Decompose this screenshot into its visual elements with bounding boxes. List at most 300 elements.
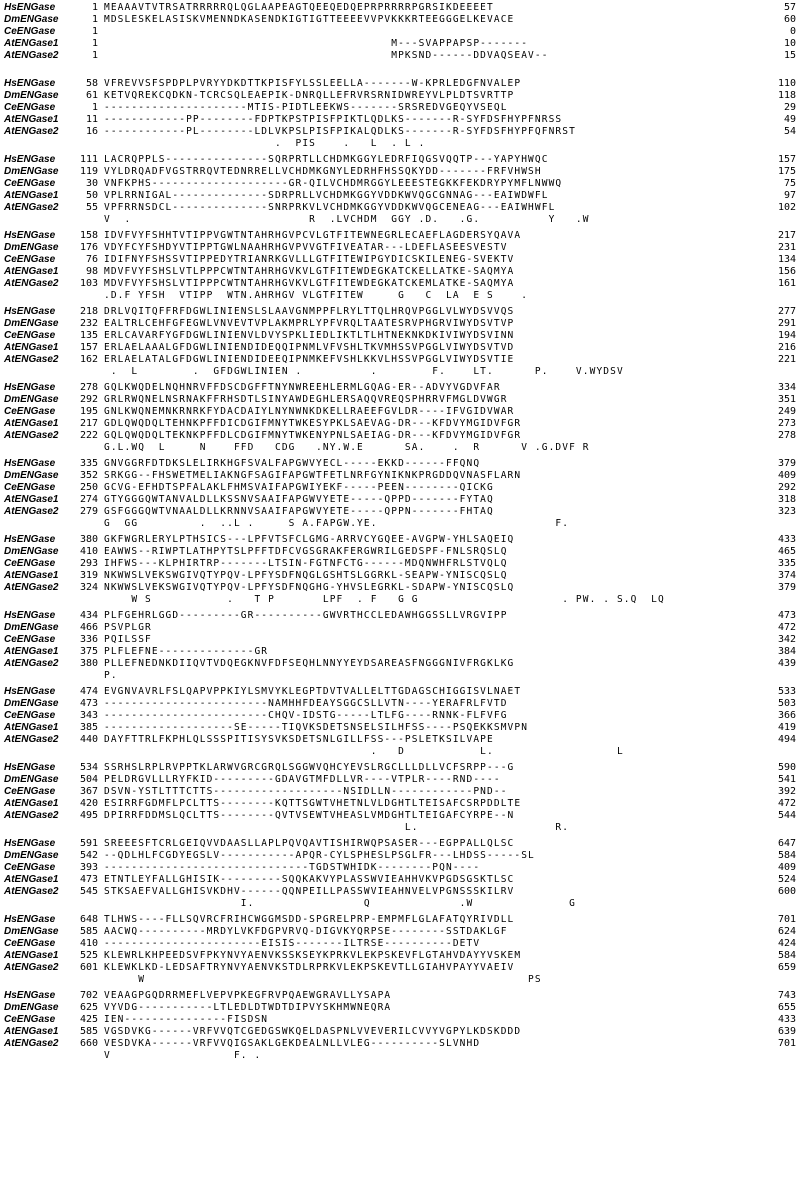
sequence-alignment	[4, 2, 796, 1066]
species-name: DmENGase	[4, 1002, 59, 1013]
end-position: 409	[777, 470, 796, 481]
start-position: 1	[91, 102, 98, 113]
start-position: 278	[79, 382, 98, 393]
end-position: 318	[777, 494, 796, 505]
sequence-text: ERLAELAAALGFDGWLINIENDIDEQQIPNMLVFVSHLTKVMHSSVPGGLVIWYDSVTVD	[104, 342, 515, 353]
sequence-text: ------------------------CHQV-IDSTG-----LTLFG----RNNK-FLFVFG	[104, 710, 508, 721]
consensus-text: W PS	[104, 974, 542, 985]
alignment-block	[4, 534, 796, 605]
species-name: CeENGase	[4, 1014, 56, 1025]
alignment-block	[4, 914, 796, 985]
end-position: 175	[777, 166, 796, 177]
consensus-text: G.L.WQ L N FFD CDG .NY.W.E SA. . R V .G.DVF R	[104, 442, 590, 453]
alignment-row	[4, 950, 796, 962]
alignment-row	[4, 762, 796, 774]
species-name: DmENGase	[4, 850, 59, 861]
alignment-row	[4, 78, 796, 90]
start-position: 103	[79, 278, 98, 289]
start-position: 474	[79, 686, 98, 697]
alignment-row	[4, 2, 796, 14]
alignment-row	[4, 1026, 796, 1038]
end-position: 655	[777, 1002, 796, 1013]
end-position: 424	[777, 938, 796, 949]
alignment-row	[4, 534, 796, 546]
species-name: AtENGase2	[4, 50, 59, 61]
alignment-row	[4, 242, 796, 254]
species-name: AtENGase1	[4, 342, 59, 353]
sequence-text: PQILSSF	[104, 634, 152, 645]
end-position: 524	[777, 874, 796, 885]
species-name: AtENGase1	[4, 114, 59, 125]
species-name: DmENGase	[4, 622, 59, 633]
alignment-row	[4, 90, 796, 102]
alignment-row	[4, 786, 796, 798]
alignment-row	[4, 266, 796, 278]
sequence-text: ------------PP--------FDPTKPSTPISFPIKTLQDLKS-------R-SYFDSFHYPFNRSS	[104, 114, 563, 125]
start-position: 504	[79, 774, 98, 785]
alignment-row	[4, 430, 796, 442]
start-position: 473	[79, 874, 98, 885]
end-position: 379	[777, 458, 796, 469]
start-position: 217	[79, 418, 98, 429]
start-position: 648	[79, 914, 98, 925]
start-position: 195	[79, 406, 98, 417]
start-position: 660	[79, 1038, 98, 1049]
end-position: 419	[777, 722, 796, 733]
sequence-text: EAWWS--RIWPTLATHPYTSLPFFTDFCVGSGRAKFERGWRILGEDSPF-FNLSRQSLQ	[104, 546, 508, 557]
sequence-text: DAYFTTRLFKPHLQLSSSPITISYSVKSDETSNLGILLFSS---PSLETKSILVAPE	[104, 734, 494, 745]
start-position: 157	[79, 342, 98, 353]
consensus-text: L. R.	[104, 822, 570, 833]
alignment-block	[4, 686, 796, 757]
sequence-text: LACRQPPLS---------------SQRPRTLLCHDMKGGYLEDRFIQGSVQQTP---YAPYHWQC	[104, 154, 549, 165]
species-name: DmENGase	[4, 394, 59, 405]
alignment-row	[4, 686, 796, 698]
sequence-text: SREEESFTCRLGEIQVVDAASLLAPLPQVQAVTISHIRWQPSASER---EGPPALLQLSC	[104, 838, 515, 849]
sequence-text: MEAAAVTVTRSATRRRRRQLQGLAAPEAGTQEEQEDQEPRPRRRRPGRSIKDEEEET	[104, 2, 494, 13]
sequence-text: IHFWS---KLPHIRTRP-------LTSIN-FGTNFCTG------MDQNWHFRLSTVQLQ	[104, 558, 508, 569]
start-position: 319	[79, 570, 98, 581]
sequence-text: ETNTLEYFALLGHISIK---------SQQKAKVYPLASSWVIEAHHVKVPGDSGSKTLSC	[104, 874, 515, 885]
alignment-row	[4, 646, 796, 658]
alignment-row	[4, 102, 796, 114]
alignment-row	[4, 1002, 796, 1014]
sequence-text: AACWQ----------MRDYLVKFDGPVRVQ-DIGVKYQRPSE--------SSTDAKLGF	[104, 926, 508, 937]
species-name: DmENGase	[4, 546, 59, 557]
end-position: 54	[783, 126, 796, 137]
end-position: 647	[777, 838, 796, 849]
start-position: 375	[79, 646, 98, 657]
species-name: HsENGase	[4, 838, 56, 849]
alignment-row	[4, 394, 796, 406]
start-position: 158	[79, 230, 98, 241]
sequence-text: VYLDRQADFVGSTRRQVTEDNRRELLVCHDMKGNYLEDRHFHSSQKYDD-------FRFVHWSH	[104, 166, 542, 177]
sequence-text: VNFKPHS--------------------GR-QILVCHDMRGGYLEEESTEGKKFEKDRYPYMFLNWWQ	[104, 178, 563, 189]
sequence-text: VYVDG-----------LTLEDLDTWDTDIPVYSKHMWNEQRA	[104, 1002, 392, 1013]
species-name: DmENGase	[4, 470, 59, 481]
alignment-row	[4, 418, 796, 430]
species-name: AtENGase1	[4, 494, 59, 505]
alignment-block	[4, 458, 796, 529]
end-position: 118	[777, 90, 796, 101]
end-position: 384	[777, 646, 796, 657]
start-position: 274	[79, 494, 98, 505]
alignment-row	[4, 962, 796, 974]
species-name: AtENGase2	[4, 1038, 59, 1049]
sequence-text: VEAAGPGQDRRMEFLVEPVPKEGFRVPQAEWGRAVLLYSAPA	[104, 990, 392, 1001]
alignment-row	[4, 1014, 796, 1026]
alignment-row	[4, 810, 796, 822]
alignment-row	[4, 610, 796, 622]
species-name: HsENGase	[4, 306, 56, 317]
start-position: 279	[79, 506, 98, 517]
end-position: 624	[777, 926, 796, 937]
end-position: 277	[777, 306, 796, 317]
species-name: AtENGase2	[4, 810, 59, 821]
start-position: 119	[79, 166, 98, 177]
sequence-text: PSVPLGR	[104, 622, 152, 633]
species-name: DmENGase	[4, 242, 59, 253]
sequence-text: PELDRGVLLLRYFKID---------GDAVGTMFDLLVR----VTPLR----RND----	[104, 774, 501, 785]
start-position: 425	[79, 1014, 98, 1025]
sequence-text: GNLKWQNEMNKRNRKFYDACDAIYLNYNWNKDKELLRAEEFGVLDR----IFVGIDVWAR	[104, 406, 515, 417]
start-position: 410	[79, 546, 98, 557]
sequence-text: PLFLEFNE--------------GR	[104, 646, 269, 657]
species-name: AtENGase1	[4, 38, 59, 49]
sequence-text: MDVFVYFSHSLVTLPPPCWTNTAHRHGVKVLGTFITEWDEGKATCKELLATKE-SAQMYA	[104, 266, 515, 277]
species-name: CeENGase	[4, 938, 56, 949]
species-name: AtENGase2	[4, 506, 59, 517]
start-position: 525	[79, 950, 98, 961]
end-position: 584	[777, 950, 796, 961]
start-position: 58	[85, 78, 98, 89]
start-position: 1	[91, 50, 98, 61]
sequence-text: ------------------------------TGDSTWHIDK--------PQN----	[104, 862, 481, 873]
end-position: 291	[777, 318, 796, 329]
sequence-text: ERLAELATALGFDGWLINIENDIDEEQIPNMKEFVSHLKKVLHSSVPGGLVIWYDSVTIE	[104, 354, 515, 365]
sequence-text: VDYFCYFSHDYVTIPPTGWLNAAHRHGVPVVGTFIVEATAR---LDEFLASEESVESTV	[104, 242, 508, 253]
alignment-row	[4, 494, 796, 506]
alignment-block	[4, 154, 796, 225]
end-position: 541	[777, 774, 796, 785]
species-name: CeENGase	[4, 26, 56, 37]
start-position: 76	[85, 254, 98, 265]
species-name: CeENGase	[4, 634, 56, 645]
species-name: AtENGase2	[4, 886, 59, 897]
species-name: HsENGase	[4, 762, 56, 773]
species-name: AtENGase1	[4, 646, 59, 657]
sequence-text: KLEWKLKD-LEDSAFTRYNVYAENVKSTDLRPRKVLEKPSKEVTLLGIAHVPAYYVAEIV	[104, 962, 515, 973]
species-name: HsENGase	[4, 534, 56, 545]
end-position: 335	[777, 558, 796, 569]
species-name: CeENGase	[4, 482, 56, 493]
start-position: 352	[79, 470, 98, 481]
start-position: 473	[79, 698, 98, 709]
start-position: 232	[79, 318, 98, 329]
species-name: CeENGase	[4, 178, 56, 189]
start-position: 434	[79, 610, 98, 621]
species-name: HsENGase	[4, 154, 56, 165]
alignment-row	[4, 254, 796, 266]
sequence-text: SSRHSLRPLRVPPTKLARWVGRCGRQLSGGWVQHCYEVSLRGCLLLDLLVCFSRPP---G	[104, 762, 515, 773]
alignment-block	[4, 838, 796, 909]
start-position: 410	[79, 938, 98, 949]
alignment-row	[4, 306, 796, 318]
alignment-row	[4, 722, 796, 734]
sequence-text: -----------------------EISIS-------ILTRSE----------DETV	[104, 938, 481, 949]
start-position: 585	[79, 926, 98, 937]
alignment-row	[4, 570, 796, 582]
alignment-row	[4, 482, 796, 494]
alignment-row	[4, 990, 796, 1002]
species-name: CeENGase	[4, 786, 56, 797]
sequence-text: PLLEFNEDNKDIIQVTVDQEGKNVFDFSEQHLNNYYEYDSAREASFNGGGNIVFRGKLKG	[104, 658, 515, 669]
alignment-row	[4, 862, 796, 874]
species-name: AtENGase1	[4, 266, 59, 277]
end-position: 433	[777, 534, 796, 545]
consensus-text: V . R .LVCHDM GGY .D. .G. Y .W	[104, 214, 590, 225]
alignment-row	[4, 546, 796, 558]
end-position: 584	[777, 850, 796, 861]
alignment-row	[4, 318, 796, 330]
end-position: 156	[777, 266, 796, 277]
start-position: 591	[79, 838, 98, 849]
end-position: 472	[777, 622, 796, 633]
end-position: 590	[777, 762, 796, 773]
alignment-row	[4, 26, 796, 38]
sequence-text: VESDVKA------VRFVVQIGSAKLGEKDEALNLLVLEG----------SLVNHD	[104, 1038, 481, 1049]
sequence-text: EALTRLCEHFGFEGWLVNVEVTVPLAKMPRLYPFVRQLTAATESRVPHGRVIWYDSVTVP	[104, 318, 515, 329]
start-position: 545	[79, 886, 98, 897]
alignment-row	[4, 230, 796, 242]
start-position: 1	[91, 14, 98, 25]
start-position: 343	[79, 710, 98, 721]
alignment-block	[4, 306, 796, 377]
species-name: CeENGase	[4, 102, 56, 113]
end-position: 102	[777, 202, 796, 213]
species-name: AtENGase2	[4, 582, 59, 593]
species-name: HsENGase	[4, 914, 56, 925]
sequence-text: GQLKWQDELNQHNRVFFDSCDGFFTNYNWREEHLERMLGQAG-ER--ADVYVGDVFAR	[104, 382, 501, 393]
alignment-block	[4, 762, 796, 833]
start-position: 367	[79, 786, 98, 797]
start-position: 702	[79, 990, 98, 1001]
sequence-text: GSFGGGQWTVNAALDLLKRNNVSAAIFAPGWVYETE-----QPPN-------FHTAQ	[104, 506, 494, 517]
sequence-text: EVGNVAVRLFSLQAPVPPKIYLSMVYKLEGPTDVTVALLELTTGDAGSCHIGGISVLNAET	[104, 686, 522, 697]
species-name: AtENGase1	[4, 570, 59, 581]
alignment-row	[4, 774, 796, 786]
alignment-row	[4, 342, 796, 354]
start-position: 250	[79, 482, 98, 493]
start-position: 292	[79, 394, 98, 405]
end-position: 0	[789, 26, 796, 37]
end-position: 659	[777, 962, 796, 973]
alignment-row	[4, 166, 796, 178]
consensus-text: W S . T P LPF . F G G . PW. . S.Q LQ	[104, 594, 665, 605]
alignment-row	[4, 634, 796, 646]
end-position: 743	[777, 990, 796, 1001]
species-name: AtENGase2	[4, 126, 59, 137]
alignment-row	[4, 190, 796, 202]
consensus-text: . PIS . L . L .	[104, 138, 426, 149]
end-position: 273	[777, 418, 796, 429]
start-position: 61	[85, 90, 98, 101]
species-name: AtENGase2	[4, 202, 59, 213]
end-position: 374	[777, 570, 796, 581]
species-name: CeENGase	[4, 558, 56, 569]
alignment-row	[4, 458, 796, 470]
consensus-text: .D.F YFSH VTIPP WTN.AHRHGV VLGTFITEW G C LA E S .	[104, 290, 529, 301]
end-position: 465	[777, 546, 796, 557]
sequence-text: VFREVVSFSPDPLPVRYYDKDTTKPISFYLSSLEELLA-------W-KPRLEDGFNVALEP	[104, 78, 522, 89]
end-position: 10	[783, 38, 796, 49]
alignment-row	[4, 658, 796, 670]
species-name: HsENGase	[4, 230, 56, 241]
species-name: HsENGase	[4, 610, 56, 621]
alignment-row	[4, 278, 796, 290]
alignment-row	[4, 382, 796, 394]
alignment-row	[4, 114, 796, 126]
end-position: 217	[777, 230, 796, 241]
start-position: 111	[79, 154, 98, 165]
start-position: 380	[79, 658, 98, 669]
end-position: 544	[777, 810, 796, 821]
end-position: 639	[777, 1026, 796, 1037]
species-name: AtENGase1	[4, 798, 59, 809]
alignment-row	[4, 582, 796, 594]
species-name: DmENGase	[4, 774, 59, 785]
sequence-text: M---SVAPPAPSP-------	[104, 38, 529, 49]
end-position: 221	[777, 354, 796, 365]
consensus-text: . D L. L	[104, 746, 624, 757]
sequence-text: ---------------------MTIS-PIDTLEEKWS-------SRSREDVGEQYVSEQL	[104, 102, 508, 113]
start-position: 380	[79, 534, 98, 545]
alignment-row	[4, 354, 796, 366]
species-name: AtENGase1	[4, 190, 59, 201]
sequence-text: IDIFNYFSHSSVTIPPEDYTRIANRKGVLLLGTFITEWIPGYDICSKILENEG-SVEKTV	[104, 254, 515, 265]
species-name: AtENGase1	[4, 874, 59, 885]
sequence-text: VGSDVKG------VRFVVQTCGEDGSWKQELDASPNLVVEVERILCVVYVGPYLKDSKDDD	[104, 1026, 522, 1037]
species-name: AtENGase1	[4, 1026, 59, 1037]
sequence-text: KETVQREKCQDKN-TCRCSQLEAEPIK-DNRQLLEFRVRSRNIDWREYVLPLDTSVRTTP	[104, 90, 515, 101]
sequence-text: PLFGEHRLGGD---------GR----------GWVRTHCCLEDAWHGGSSLLVRGVIPP	[104, 610, 508, 621]
start-position: 601	[79, 962, 98, 973]
species-name: DmENGase	[4, 90, 59, 101]
start-position: 98	[85, 266, 98, 277]
end-position: 379	[777, 582, 796, 593]
start-position: 11	[85, 114, 98, 125]
end-position: 194	[777, 330, 796, 341]
start-position: 393	[79, 862, 98, 873]
start-position: 55	[85, 202, 98, 213]
sequence-text: MPKSND------DDVAQSEAV--	[104, 50, 549, 61]
species-name: CeENGase	[4, 862, 56, 873]
end-position: 110	[777, 78, 796, 89]
start-position: 135	[79, 330, 98, 341]
alignment-row	[4, 798, 796, 810]
start-position: 16	[85, 126, 98, 137]
alignment-row	[4, 330, 796, 342]
species-name: HsENGase	[4, 382, 56, 393]
sequence-text: GCVG-EFHDTSPFALAKLFHMSVAIFAPGWIYEKF-----PEEN--------QICKG	[104, 482, 494, 493]
alignment-row	[4, 14, 796, 26]
start-position: 542	[79, 850, 98, 861]
consensus-text: P.	[104, 670, 118, 681]
sequence-text: NKWWSLVEKSWGIVQTYPQV-LPFYSDFNQGLGSHTSLGGRKL-SEAPW-YNISCQSLQ	[104, 570, 508, 581]
end-position: 157	[777, 154, 796, 165]
alignment-row	[4, 698, 796, 710]
end-position: 292	[777, 482, 796, 493]
start-position: 440	[79, 734, 98, 745]
start-position: 1	[91, 2, 98, 13]
start-position: 222	[79, 430, 98, 441]
species-name: HsENGase	[4, 686, 56, 697]
end-position: 533	[777, 686, 796, 697]
end-position: 231	[777, 242, 796, 253]
alignment-row	[4, 506, 796, 518]
sequence-text: GRLRWQNELNSRNAKFFRHSDTLSINYAWDEGHLERSAQQVREQSPHRRVFMGLDVWGR	[104, 394, 508, 405]
sequence-text: ERLCAVARFYGFDGWLINIENVLDVYSPKLIEDLIKTLTLHTNEKNKDKIVIWYDSVINN	[104, 330, 515, 341]
end-position: 472	[777, 798, 796, 809]
species-name: AtENGase2	[4, 734, 59, 745]
end-position: 433	[777, 1014, 796, 1025]
species-name: AtENGase1	[4, 950, 59, 961]
sequence-text: TLHWS----FLLSQVRCFRIHCWGGMSDD-SPGRELPRP-EMPMFLGLAFATQYRIVDLL	[104, 914, 515, 925]
start-position: 336	[79, 634, 98, 645]
sequence-text: -------------------SE-----TIQVKSDETSNSELSILHFSS----PSQEKKSMVPN	[104, 722, 529, 733]
sequence-text: GQLQWQDQLTEKNKPFFDLCDGIFMNYTWKENYPNLSAEIAG-DR---KFDVYMGIDVFGR	[104, 430, 522, 441]
sequence-text: GNVGGRFDTDKSLELIRKHGFSVALFAPGWVYECL-----EKKD------FFQNQ	[104, 458, 481, 469]
start-position: 585	[79, 1026, 98, 1037]
start-position: 162	[79, 354, 98, 365]
alignment-row	[4, 914, 796, 926]
alignment-block	[4, 382, 796, 453]
alignment-row	[4, 838, 796, 850]
species-name: CeENGase	[4, 710, 56, 721]
alignment-row	[4, 734, 796, 746]
start-position: 176	[79, 242, 98, 253]
end-position: 473	[777, 610, 796, 621]
sequence-text: ------------------------NAMHHFDEAYSGGCSLLVTN----YERAFRLFVTD	[104, 698, 508, 709]
sequence-text: MDVFVYFSHSLVTIPPPCWTNTAHRHGVKVLGTFITEWDEGKATCKEMLATKE-SAQMYA	[104, 278, 515, 289]
alignment-row	[4, 938, 796, 950]
species-name: AtENGase2	[4, 430, 59, 441]
end-position: 323	[777, 506, 796, 517]
start-position: 534	[79, 762, 98, 773]
sequence-text: --QDLHLFCGDYEGSLV-----------APQR-CYLSPHESLPSGLFR---LHDSS-----SL	[104, 850, 535, 861]
start-position: 495	[79, 810, 98, 821]
sequence-text: GDLQWQDQLTEHNKPFFDICDGIFMNYTWKESYPKLSAEVAG-DR---KFDVYMGIDVFGR	[104, 418, 522, 429]
alignment-row	[4, 202, 796, 214]
end-position: 701	[777, 914, 796, 925]
species-name: AtENGase2	[4, 962, 59, 973]
end-position: 392	[777, 786, 796, 797]
species-name: DmENGase	[4, 318, 59, 329]
start-position: 420	[79, 798, 98, 809]
end-position: 15	[783, 50, 796, 61]
species-name: HsENGase	[4, 458, 56, 469]
consensus-text: I. Q .W G	[104, 898, 576, 909]
alignment-row	[4, 874, 796, 886]
end-position: 75	[783, 178, 796, 189]
end-position: 334	[777, 382, 796, 393]
species-name: HsENGase	[4, 990, 56, 1001]
end-position: 351	[777, 394, 796, 405]
alignment-row	[4, 1038, 796, 1050]
species-name: AtENGase1	[4, 418, 59, 429]
species-name: CeENGase	[4, 406, 56, 417]
end-position: 600	[777, 886, 796, 897]
